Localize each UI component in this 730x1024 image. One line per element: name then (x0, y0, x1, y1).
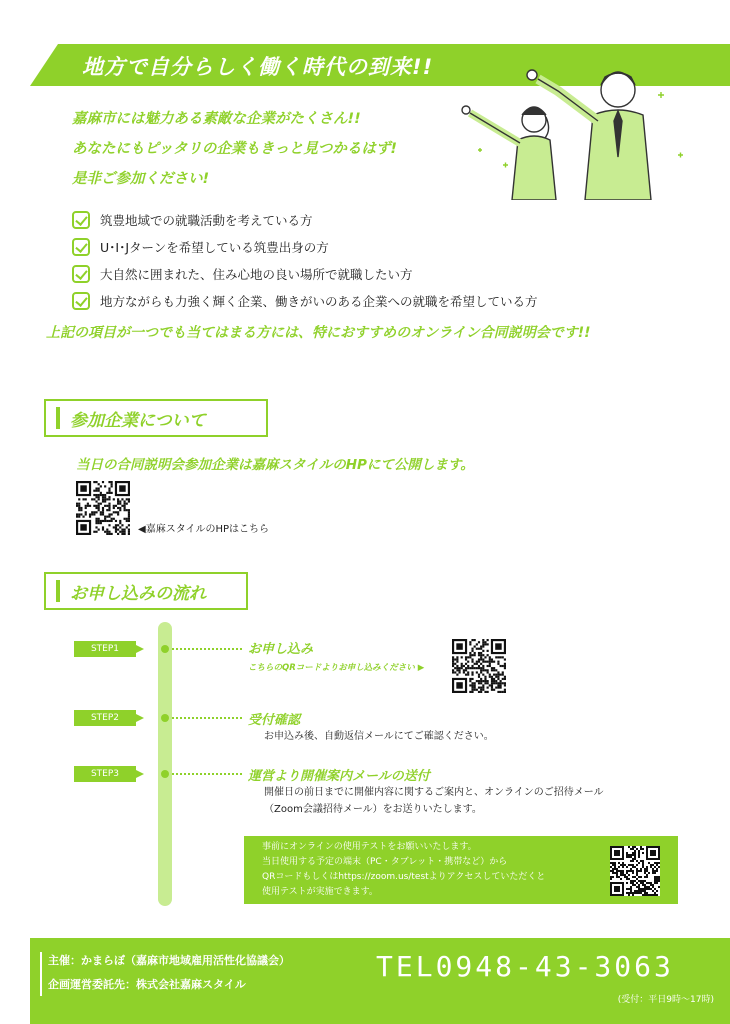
section-title: 参加企業について (70, 410, 206, 431)
notice-line: 事前にオンラインの使用テストをお願いいたします。 (262, 842, 477, 852)
intro-line: 嘉麻市には魅力ある素敵な企業がたくさん!! (72, 111, 361, 127)
footer (30, 938, 730, 1024)
checklist-item (72, 233, 538, 260)
section-heading-companies (44, 399, 268, 437)
notice-line: QRコードもしくはhttps://zoom.us/testよりアクセスしていただくと (262, 872, 546, 882)
step1-label: STEP1 (74, 641, 136, 657)
intro-line: 是非ご参加ください! (72, 171, 210, 187)
step1-title: お申し込み (248, 642, 314, 657)
step3-label: STEP3 (74, 766, 136, 782)
target-checklist (72, 206, 538, 314)
qr-code-application[interactable] (452, 639, 506, 693)
qr-code-homepage[interactable] (76, 481, 130, 535)
checklist-item (72, 260, 538, 287)
checklist-text: 筑豊地域での就職活動を考えている方 (100, 212, 313, 228)
checkbox-icon (72, 265, 90, 283)
phone-number[interactable]: TEL0948-43-3063 (376, 950, 674, 983)
step2-title: 受付確認 (248, 713, 301, 728)
timeline-bar (158, 622, 172, 906)
step3-desc-line: （Zoom会議招待メール）をお送りいたします。 (264, 804, 482, 815)
step-connector (172, 717, 242, 719)
step2-description: お申込み後、自動返信メールにてご確認ください。 (264, 731, 494, 742)
step3-description (264, 784, 604, 818)
checkbox-icon (72, 238, 90, 256)
operator-text: 企画運営委託先：株式会社嘉麻スタイル (48, 978, 246, 991)
intro-line: あなたにもピッタリの企業もきっと見つかるはず! (72, 141, 398, 157)
checkbox-icon (72, 292, 90, 310)
heading-bar (56, 407, 60, 429)
step-connector (172, 648, 242, 650)
section-heading-flow (44, 572, 248, 610)
checklist-item (72, 206, 538, 233)
step3-desc-line: 開催日の前日までに開催内容に関するご案内と、オンラインのご招待メール (264, 787, 604, 798)
section-title: お申し込みの流れ (70, 583, 206, 604)
intro-text (72, 104, 397, 194)
notice-text (262, 840, 545, 900)
companies-announcement: 当日の合同説明会参加企業は嘉麻スタイルのHPにて公開します。 (76, 457, 474, 473)
checkbox-icon (72, 211, 90, 229)
checklist-text: 大自然に囲まれた、住み心地の良い場所で就職したい方 (100, 266, 413, 282)
step2-label: STEP2 (74, 710, 136, 726)
step3-title: 運営より開催案内メールの送付 (248, 769, 430, 784)
timeline-dot (161, 770, 169, 778)
notice-line: 当日使用する予定の端末（PC・タブレット・携帯など）から (262, 857, 508, 867)
qr-caption: ◀嘉麻スタイルのHPはこちら (138, 524, 270, 535)
step1-instruction: こちらのQRコードよりお申し込みください ▶ (248, 663, 425, 673)
notice-line: 使用テストが実施できます。 (262, 887, 378, 897)
footer-divider (40, 952, 42, 996)
heading-bar (56, 580, 60, 602)
checklist-text: 地方ながらも力強く輝く企業、働きがいのある企業への就職を希望している方 (100, 293, 538, 309)
organizer-text: 主催：かまらぼ（嘉麻市地域雇用活性化協議会） (48, 954, 290, 967)
checklist-item (72, 287, 538, 314)
qr-code-zoom-test[interactable] (610, 846, 660, 896)
test-notice-box (244, 836, 678, 904)
checklist-text: U･I･Jターンを希望している筑豊出身の方 (100, 239, 329, 255)
step-connector (172, 773, 242, 775)
reception-hours: (受付：平日9時～17時) (617, 995, 714, 1005)
recommend-text: 上記の項目が一つでも当てはまる方には、特におすすめのオンライン合同説明会です!! (46, 325, 591, 341)
page-title: 地方で自分らしく働く時代の到来!! (82, 55, 434, 79)
timeline-dot (161, 645, 169, 653)
business-people-illustration (448, 55, 688, 200)
timeline-dot (161, 714, 169, 722)
